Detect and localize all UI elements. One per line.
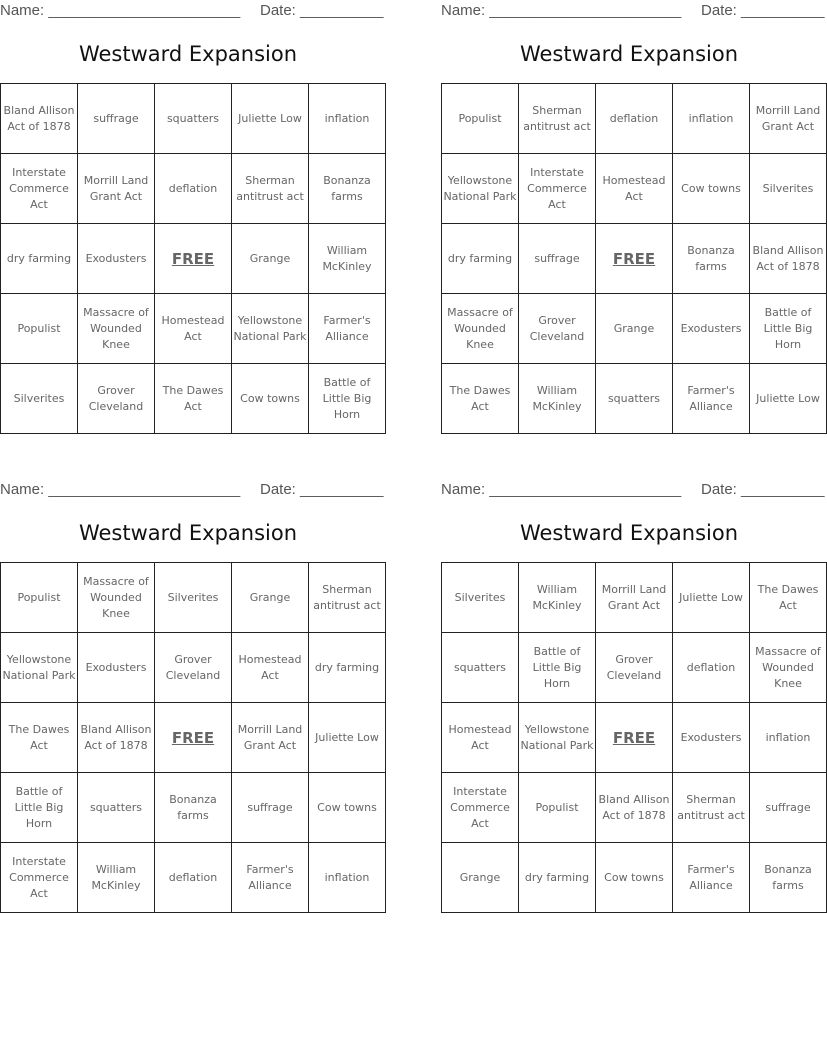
grid-cell: The Dawes Act: [750, 563, 827, 633]
grid-row: [442, 364, 827, 434]
grid-cell: Silverites: [155, 563, 232, 633]
grid-cell: Homestead Act: [232, 633, 309, 703]
name-field[interactable]: Name: _______________________: [441, 481, 682, 498]
grid-cell: suffrage: [232, 773, 309, 843]
grid-cell: Yellowstone National Park: [1, 633, 78, 703]
free-space-cell: FREE: [155, 224, 232, 294]
grid-cell: Grover Cleveland: [519, 294, 596, 364]
bingo-card-4: [441, 479, 825, 919]
grid-cell: Bland Allison Act of 1878: [596, 773, 673, 843]
grid-cell: Farmer's Alliance: [673, 843, 750, 913]
grid-cell: William McKinley: [519, 563, 596, 633]
bingo-card-3: [0, 479, 384, 919]
grid-row: [1, 773, 386, 843]
grid-cell: Grover Cleveland: [78, 364, 155, 434]
bingo-grid: [441, 562, 827, 913]
grid-cell: Grange: [596, 294, 673, 364]
grid-cell: inflation: [309, 843, 386, 913]
grid-cell: Bonanza farms: [309, 154, 386, 224]
grid-cell: Yellowstone National Park: [232, 294, 309, 364]
grid-cell: squatters: [78, 773, 155, 843]
name-field[interactable]: Name: _______________________: [0, 481, 241, 498]
grid-cell: Cow towns: [232, 364, 309, 434]
grid-cell: Homestead Act: [442, 703, 519, 773]
grid-cell: Morrill Land Grant Act: [232, 703, 309, 773]
free-space-cell: FREE: [596, 703, 673, 773]
grid-cell: deflation: [673, 633, 750, 703]
bingo-card-2: [441, 0, 825, 440]
grid-cell: dry farming: [1, 224, 78, 294]
grid-cell: inflation: [309, 84, 386, 154]
grid-cell: Grange: [232, 563, 309, 633]
grid-row: [1, 563, 386, 633]
grid-cell: Silverites: [442, 563, 519, 633]
grid-cell: Bonanza farms: [673, 224, 750, 294]
grid-cell: Grange: [232, 224, 309, 294]
grid-cell: Bonanza farms: [750, 843, 827, 913]
grid-row: [1, 843, 386, 913]
grid-cell: Silverites: [750, 154, 827, 224]
grid-cell: Morrill Land Grant Act: [750, 84, 827, 154]
grid-row: [1, 633, 386, 703]
grid-cell: Cow towns: [673, 154, 750, 224]
grid-cell: Populist: [1, 563, 78, 633]
grid-row: [442, 843, 827, 913]
grid-cell: Grover Cleveland: [155, 633, 232, 703]
grid-cell: The Dawes Act: [155, 364, 232, 434]
card-title: Westward Expansion: [78, 42, 298, 66]
grid-cell: Battle of Little Big Horn: [519, 633, 596, 703]
grid-cell: Sherman antitrust act: [309, 563, 386, 633]
grid-cell: Juliette Low: [309, 703, 386, 773]
grid-cell: Silverites: [1, 364, 78, 434]
grid-cell: Homestead Act: [596, 154, 673, 224]
grid-cell: deflation: [155, 843, 232, 913]
grid-row: [442, 633, 827, 703]
grid-cell: Farmer's Alliance: [673, 364, 750, 434]
grid-cell: William McKinley: [78, 843, 155, 913]
grid-row: [442, 294, 827, 364]
date-field[interactable]: Date: __________: [701, 2, 825, 19]
grid-cell: Populist: [1, 294, 78, 364]
card-header: [441, 2, 825, 20]
grid-cell: Yellowstone National Park: [519, 703, 596, 773]
grid-cell: William McKinley: [519, 364, 596, 434]
grid-cell: squatters: [442, 633, 519, 703]
grid-cell: inflation: [750, 703, 827, 773]
free-space-cell: FREE: [155, 703, 232, 773]
grid-cell: Morrill Land Grant Act: [78, 154, 155, 224]
grid-cell: Sherman antitrust act: [519, 84, 596, 154]
grid-cell: Homestead Act: [155, 294, 232, 364]
grid-cell: Yellowstone National Park: [442, 154, 519, 224]
grid-cell: deflation: [596, 84, 673, 154]
card-title: Westward Expansion: [519, 521, 739, 545]
grid-cell: Exodusters: [78, 224, 155, 294]
name-field[interactable]: Name: _______________________: [0, 2, 241, 19]
grid-cell: Battle of Little Big Horn: [309, 364, 386, 434]
grid-cell: deflation: [155, 154, 232, 224]
bingo-grid: [441, 83, 827, 434]
grid-cell: The Dawes Act: [442, 364, 519, 434]
card-header: [0, 2, 384, 20]
bingo-card-1: [0, 0, 384, 440]
grid-cell: inflation: [673, 84, 750, 154]
date-field[interactable]: Date: __________: [701, 481, 825, 498]
grid-cell: Juliette Low: [673, 563, 750, 633]
grid-cell: Juliette Low: [750, 364, 827, 434]
bingo-grid: [0, 562, 386, 913]
grid-cell: Sherman antitrust act: [232, 154, 309, 224]
grid-cell: Populist: [519, 773, 596, 843]
grid-cell: Massacre of Wounded Knee: [78, 563, 155, 633]
grid-cell: William McKinley: [309, 224, 386, 294]
grid-cell: Interstate Commerce Act: [1, 154, 78, 224]
grid-cell: suffrage: [750, 773, 827, 843]
grid-cell: Interstate Commerce Act: [442, 773, 519, 843]
grid-cell: suffrage: [78, 84, 155, 154]
grid-cell: Battle of Little Big Horn: [750, 294, 827, 364]
grid-row: [1, 224, 386, 294]
grid-cell: Bland Allison Act of 1878: [750, 224, 827, 294]
name-field[interactable]: Name: _______________________: [441, 2, 682, 19]
grid-cell: Farmer's Alliance: [309, 294, 386, 364]
grid-cell: dry farming: [309, 633, 386, 703]
grid-row: [442, 773, 827, 843]
bingo-grid: [0, 83, 386, 434]
grid-cell: Battle of Little Big Horn: [1, 773, 78, 843]
grid-cell: The Dawes Act: [1, 703, 78, 773]
grid-row: [442, 563, 827, 633]
grid-cell: Cow towns: [596, 843, 673, 913]
grid-cell: Grange: [442, 843, 519, 913]
grid-cell: squatters: [155, 84, 232, 154]
card-title: Westward Expansion: [519, 42, 739, 66]
grid-cell: Exodusters: [673, 294, 750, 364]
grid-cell: Juliette Low: [232, 84, 309, 154]
grid-cell: Massacre of Wounded Knee: [750, 633, 827, 703]
grid-cell: Sherman antitrust act: [673, 773, 750, 843]
grid-row: [1, 364, 386, 434]
grid-cell: dry farming: [519, 843, 596, 913]
grid-cell: Bonanza farms: [155, 773, 232, 843]
grid-cell: Exodusters: [78, 633, 155, 703]
grid-cell: Populist: [442, 84, 519, 154]
date-field[interactable]: Date: __________: [260, 2, 384, 19]
grid-cell: Massacre of Wounded Knee: [442, 294, 519, 364]
grid-cell: Interstate Commerce Act: [519, 154, 596, 224]
grid-row: [442, 224, 827, 294]
grid-row: [442, 84, 827, 154]
grid-row: [1, 84, 386, 154]
grid-cell: Interstate Commerce Act: [1, 843, 78, 913]
grid-cell: squatters: [596, 364, 673, 434]
grid-cell: Exodusters: [673, 703, 750, 773]
grid-cell: Bland Allison Act of 1878: [1, 84, 78, 154]
card-header: [0, 481, 384, 499]
grid-cell: dry farming: [442, 224, 519, 294]
grid-cell: Morrill Land Grant Act: [596, 563, 673, 633]
grid-cell: Grover Cleveland: [596, 633, 673, 703]
grid-row: [442, 703, 827, 773]
date-field[interactable]: Date: __________: [260, 481, 384, 498]
grid-cell: Farmer's Alliance: [232, 843, 309, 913]
free-space-cell: FREE: [596, 224, 673, 294]
grid-row: [1, 294, 386, 364]
grid-cell: Cow towns: [309, 773, 386, 843]
grid-cell: Massacre of Wounded Knee: [78, 294, 155, 364]
grid-row: [1, 703, 386, 773]
grid-cell: Bland Allison Act of 1878: [78, 703, 155, 773]
card-title: Westward Expansion: [78, 521, 298, 545]
grid-cell: suffrage: [519, 224, 596, 294]
grid-row: [442, 154, 827, 224]
grid-row: [1, 154, 386, 224]
card-header: [441, 481, 825, 499]
